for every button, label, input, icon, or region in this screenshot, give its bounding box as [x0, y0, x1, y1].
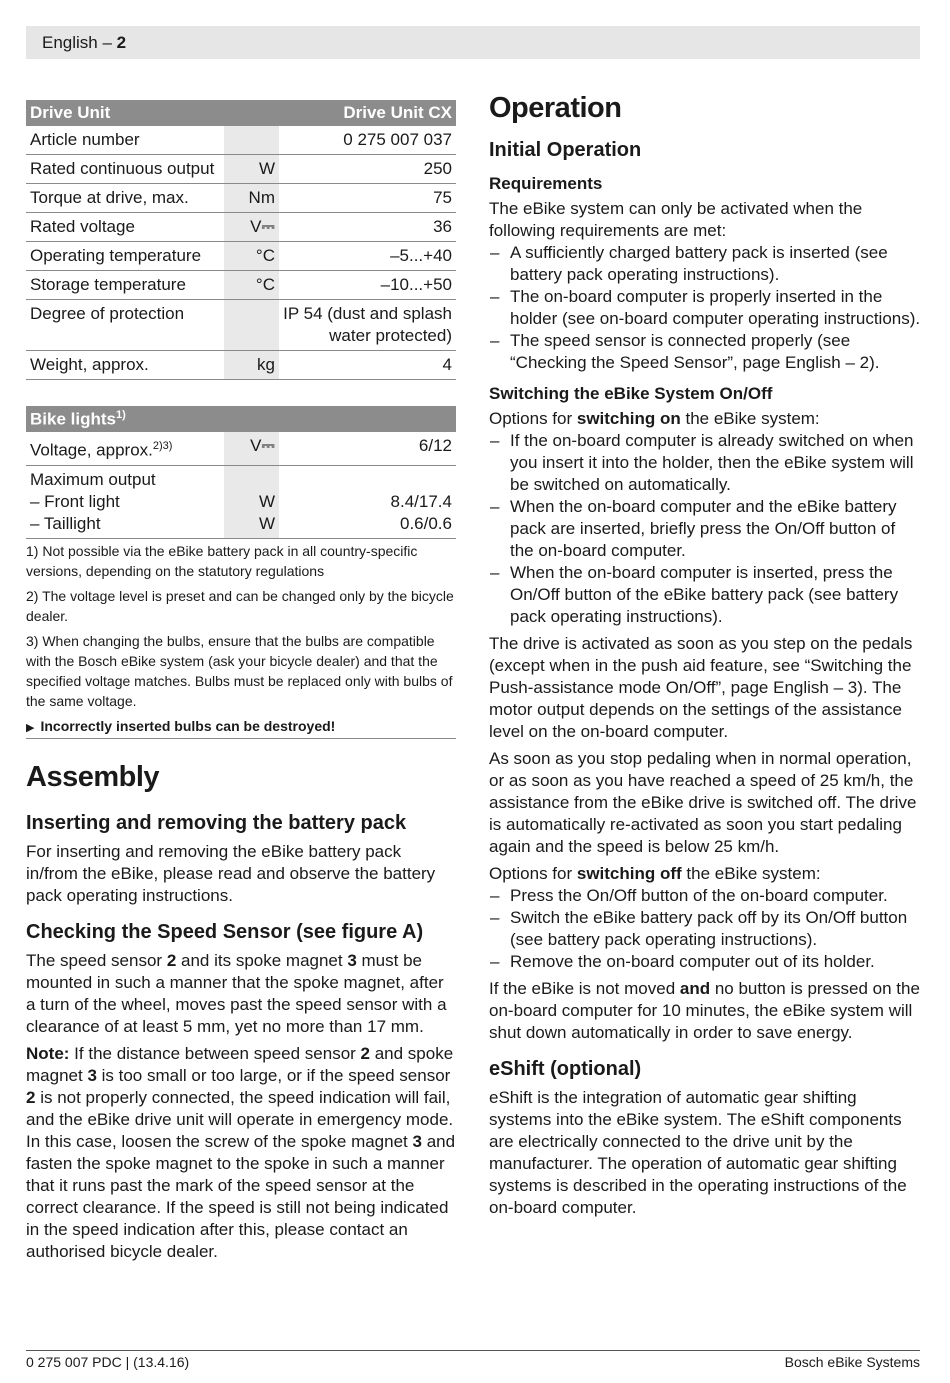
eshift-paragraph: eShift is the integration of automatic gear shifting systems into the eBike system. The eShift components are electrically connected to the drive unit by the manufacturer. The operation of automatic gear shifting systems is described in the operating instructions of the on-board computer.: [489, 1088, 907, 1217]
warning-text: Incorrectly inserted bulbs can be destroyed!: [40, 717, 336, 734]
lights-voltage-sup: 2)3): [152, 440, 173, 452]
sensor-paragraph: The speed sensor 2 and its spoke magnet 3 must be mounted in such a manner that the spoke magnet, after a turn of the wheel, moves past the speed sensor with a clearance of at least 5 mm, yet no more than 17 mm.: [26, 950, 447, 1036]
table-cell-value: 75: [279, 184, 456, 213]
left-column: [26, 100, 456, 1263]
bike-lights-table: [26, 406, 456, 539]
case-paragraph: In this case, loosen the screw of the spoke magnet 3 and fasten the spoke magnet to the spoke in such a manner that it runs past the mark of the speed sensor at the correct clearance. If the speed is still not being indicated in the speed indication after this, please contact an authorised bicycle dealer.: [26, 1131, 456, 1261]
switch-heading: Switching the eBike System On/Off: [489, 384, 773, 403]
lights-table-header-sup: 1): [115, 408, 126, 421]
list-item: – A sufficiently charged battery pack is inserted (see battery pack operating instructions).: [489, 242, 921, 286]
table-row: [26, 271, 456, 300]
lights-tail-value: 0.6/0.6: [400, 513, 452, 533]
list-item: – If the on-board computer is already switched on when you insert it into the holder, then the eBike system will be switched on automatically.: [489, 430, 921, 496]
assembly-title: Assembly: [26, 760, 160, 793]
table-row: [26, 242, 456, 271]
list-item: – Remove the on-board computer out of its holder.: [489, 951, 921, 973]
table-row: [26, 213, 456, 242]
requirements-list: [489, 242, 921, 374]
footnote: 1) Not possible via the eBike battery pack in all country-specific versions, depending on the statutory regulations: [26, 542, 418, 579]
right-column: [489, 92, 921, 1219]
table-cell-label: Degree of protection: [26, 300, 224, 351]
battery-heading: Inserting and removing the battery pack: [26, 811, 407, 834]
lights-front-value: 8.4/17.4: [390, 491, 452, 511]
lights-voltage-value: 6/12: [279, 432, 456, 465]
table-cell-unit: °C: [224, 242, 279, 271]
lights-output-row: [26, 465, 456, 538]
table-cell-unit: °C: [224, 271, 279, 300]
list-item: – When the on-board computer and the eBike battery pack are inserted, briefly press the On/Off button of the on-board computer.: [489, 496, 921, 562]
lights-front-unit: W: [258, 491, 275, 511]
footer-brand: Bosch eBike Systems: [784, 1354, 920, 1370]
initial-operation-heading: Initial Operation: [489, 139, 642, 161]
switch-off-list: [489, 885, 921, 973]
table-row: [26, 155, 456, 184]
table-cell-label: Article number: [26, 126, 224, 155]
table-cell-value: –10...+50: [279, 271, 456, 300]
table-cell-value: –5...+40: [279, 242, 456, 271]
lights-front-label: – Front light: [30, 491, 120, 511]
table-cell-label: Weight, approx.: [26, 351, 224, 380]
switch-on-intro: Options for switching on the eBike system:: [489, 409, 820, 428]
drive-table-header-left: Drive Unit: [26, 100, 279, 126]
page-header: [26, 26, 920, 59]
lights-table-header: [26, 406, 456, 432]
table-cell-value: 0 275 007 037: [279, 126, 456, 155]
list-item: – Press the On/Off button of the on-board computer.: [489, 885, 921, 907]
footer-rule: [26, 1350, 920, 1351]
auto-shutdown-paragraph: If the eBike is not moved and no button is pressed on the on-board computer for 10 minutes, the eBike system will shut down automatically in order to save energy.: [489, 979, 920, 1042]
footnote: 3) When changing the bulbs, ensure that the bulbs are compatible with the Bosch eBike system (ask your bicycle dealer) and that the specified voltage matches. Bulbs must be replaced only with bulbs of the same voltage.: [26, 632, 453, 709]
header-page-number: 2: [116, 33, 127, 52]
table-row: [26, 351, 456, 380]
drive-table-header: [26, 100, 456, 126]
footnote: 2) The voltage level is preset and can be changed only by the bicycle dealer.: [26, 587, 454, 624]
table-cell-label: Torque at drive, max.: [26, 184, 224, 213]
warning-note: [26, 716, 456, 739]
eshift-heading: eShift (optional): [489, 1058, 642, 1080]
lights-max-output-label: Maximum output: [30, 469, 156, 489]
lights-voltage-unit: V⎓: [224, 432, 279, 465]
drive-table-header-right: Drive Unit CX: [279, 100, 456, 126]
stop-paragraph: As soon as you stop pedaling when in normal operation, or as soon as you have reached a speed of 25 km/h, the assistance from the eBike drive is switched off. The drive is automatically re-activated as soon you start pedaling again and the speed is below 25 km/h.: [489, 749, 917, 856]
list-item: – The speed sensor is connected properly (see “Checking the Speed Sensor”, page English – 2).: [489, 330, 921, 374]
table-cell-unit: kg: [224, 351, 279, 380]
header-separator: –: [97, 33, 117, 52]
lights-voltage-row: [26, 432, 456, 465]
table-cell-value: IP 54 (dust and splash water protected): [279, 300, 456, 351]
table-row: [26, 184, 456, 213]
table-cell-unit: W: [224, 155, 279, 184]
table-cell-value: 250: [279, 155, 456, 184]
requirements-heading: Requirements: [489, 174, 603, 193]
drive-unit-table: [26, 100, 456, 380]
lights-table-header-label: Bike lights: [30, 409, 116, 429]
table-cell-label: Rated continuous output: [26, 155, 224, 184]
switch-off-intro: Options for switching off the eBike system:: [489, 864, 821, 883]
table-cell-value: 36: [279, 213, 456, 242]
footnotes: [26, 541, 456, 711]
switch-on-list: [489, 430, 921, 628]
table-row: [26, 126, 456, 155]
note-paragraph: Note: If the distance between speed sensor 2 and spoke magnet 3 is too small or too large, or if the speed sensor 2 is not properly connected, the speed indication will fail, and the eBike drive unit will operate in emergency mode.: [26, 1043, 454, 1129]
table-cell-unit: [224, 126, 279, 155]
table-cell-unit: Nm: [224, 184, 279, 213]
lights-voltage-label: Voltage, approx.: [30, 440, 153, 460]
list-item: – The on-board computer is properly inserted in the holder (see on-board computer operating instructions).: [489, 286, 921, 330]
header-language: English: [42, 33, 98, 52]
lights-tail-unit: W: [258, 513, 275, 533]
requirements-intro: The eBike system can only be activated when the following requirements are met:: [489, 199, 863, 240]
drive-paragraph: The drive is activated as soon as you step on the pedals (except when in the push aid feature, see “Switching the Push-assistance mode On/Off”, page English – 3). The motor output depends on the settings of the assistance level on the on-board computer.: [489, 634, 913, 741]
list-item: – Switch the eBike battery pack off by its On/Off button (see battery pack operating instructions).: [489, 907, 921, 951]
table-cell-label: Operating temperature: [26, 242, 224, 271]
lights-tail-label: – Taillight: [30, 513, 101, 533]
list-item: – When the on-board computer is inserted, press the On/Off button of the eBike battery pack (see battery pack operating instructions).: [489, 562, 921, 628]
battery-text: For inserting and removing the eBike battery pack in/from the eBike, please read and observe the battery pack operating instructions.: [26, 841, 436, 905]
table-cell-value: 4: [279, 351, 456, 380]
table-cell-unit: V⎓: [224, 213, 279, 242]
warning-triangle-icon: ▶: [26, 721, 35, 734]
operation-title: Operation: [489, 92, 622, 124]
table-cell-unit: [224, 300, 279, 351]
footer-doc-id: 0 275 007 PDC | (13.4.16): [26, 1354, 190, 1370]
sensor-heading: Checking the Speed Sensor (see figure A): [26, 920, 424, 943]
table-row: [26, 300, 456, 351]
table-cell-label: Rated voltage: [26, 213, 224, 242]
table-cell-label: Storage temperature: [26, 271, 224, 300]
